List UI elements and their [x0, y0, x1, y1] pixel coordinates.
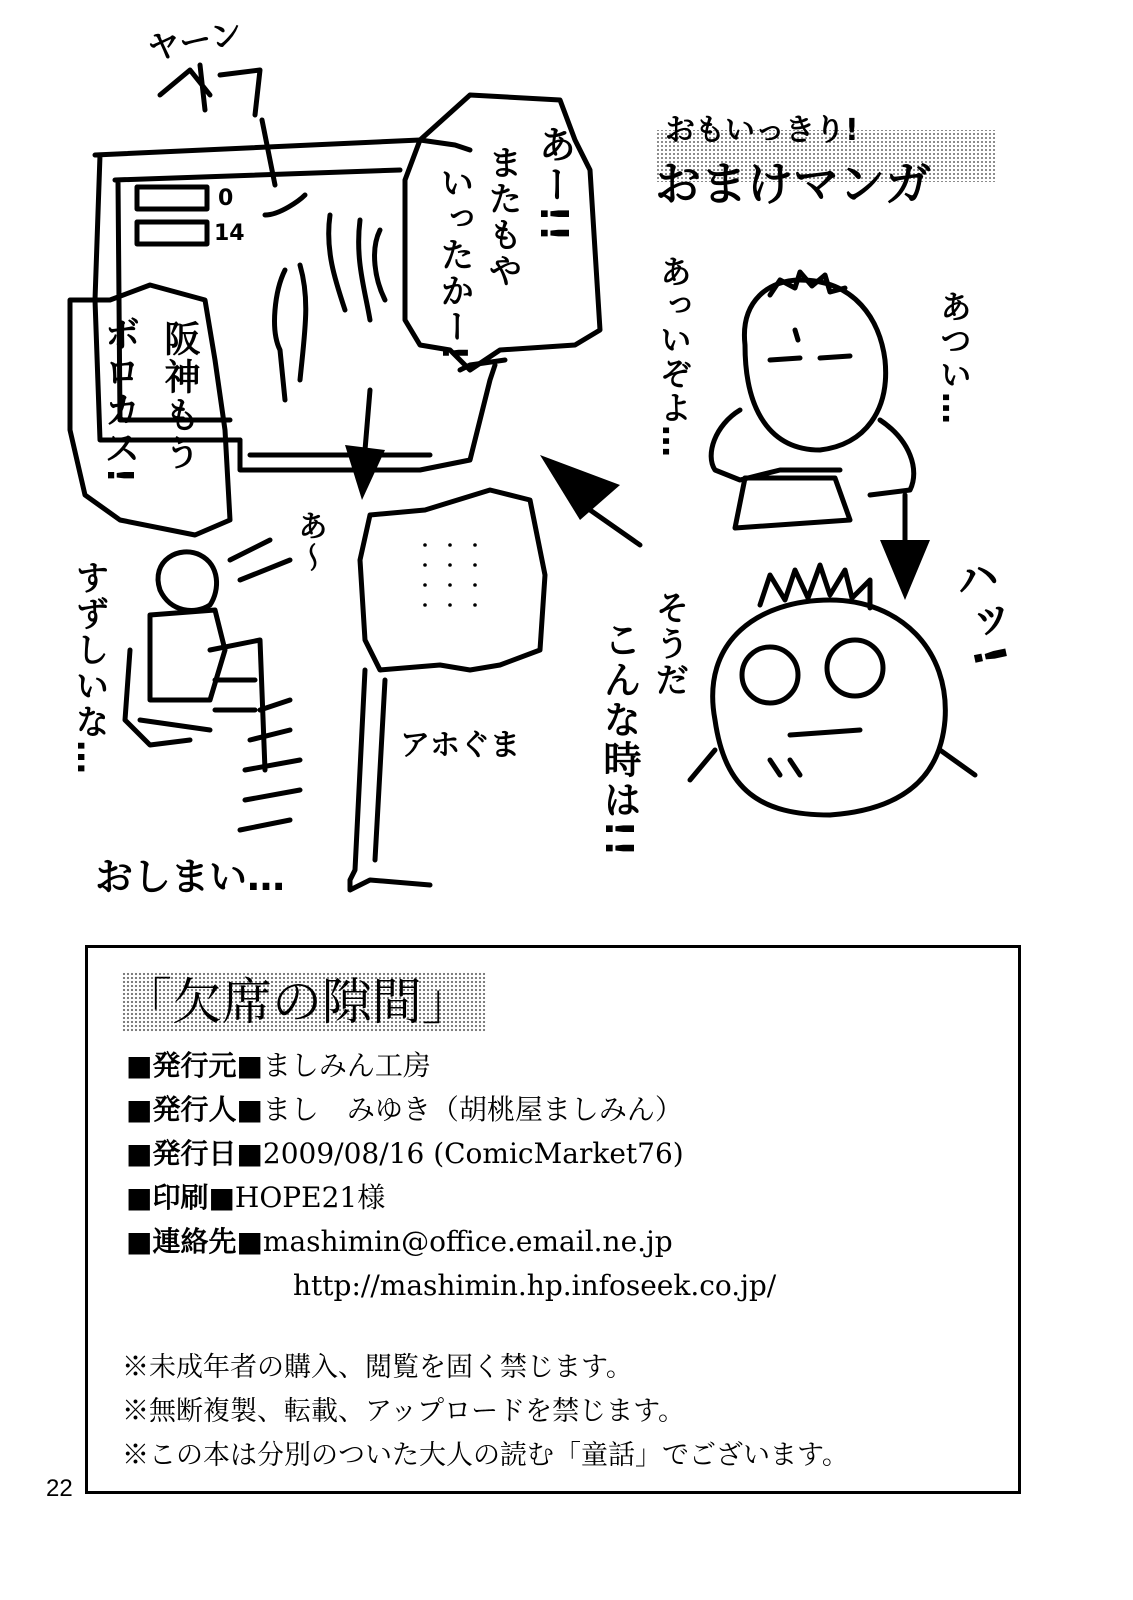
- character-head-top: [744, 280, 885, 450]
- publisher-label: ■発行元■: [126, 1049, 263, 1082]
- printer-label: ■印刷■: [126, 1181, 235, 1214]
- cable-pole-inner: [375, 680, 385, 860]
- cool-text: すずしいな…: [69, 560, 109, 776]
- breeze-lines: [230, 540, 300, 830]
- tv-score-top: 0: [218, 186, 234, 211]
- bubble-boro-text: ボロカス!: [99, 315, 140, 486]
- character-eyes-top: [770, 330, 850, 360]
- contact-email[interactable]: mashimin@office.email.ne.jp: [262, 1225, 673, 1258]
- arrow-down-left: [365, 390, 370, 450]
- big-face-eye-right: [827, 640, 883, 696]
- corner-title: おまけマンガ: [655, 157, 931, 211]
- tv-score-bottom: 14: [214, 221, 245, 246]
- players-sketch: [275, 215, 385, 400]
- desk: [210, 640, 265, 770]
- bubble-aa-text: あー!!: [532, 125, 576, 244]
- colophon-row-date: [126, 1136, 684, 1172]
- date-label: ■発行日■: [126, 1137, 263, 1170]
- ahoguma: アホぐま: [400, 728, 520, 763]
- person-body: [150, 610, 225, 700]
- arrow-down-right-head: [880, 540, 930, 600]
- big-face-mustache: [770, 730, 860, 775]
- colophon-row-publisher: [126, 1048, 431, 1084]
- printer-value: HOPE21様: [234, 1181, 386, 1214]
- issuer-value: まし みゆき（胡桃屋ましみん）: [262, 1093, 683, 1126]
- cable-pole: [350, 670, 430, 890]
- idea-1-text: そうだ: [649, 590, 689, 698]
- tablet: [735, 478, 850, 528]
- colophon-row-printer: [126, 1180, 385, 1216]
- notice-fairytale: ※この本は分別のついた大人の読む「童話」でございます。: [122, 1440, 849, 1471]
- contact-url[interactable]: http://mashimin.hp.infoseek.co.jp/: [293, 1269, 777, 1302]
- publisher-value: ましみん工房: [262, 1049, 431, 1082]
- hot-right-text: あつい…: [935, 290, 973, 426]
- colophon-row-issuer: [126, 1092, 683, 1128]
- ac-dots: [423, 543, 477, 607]
- notice-minors: ※未成年者の購入、閲覧を固く禁じます。: [122, 1352, 633, 1383]
- ac-unit: [360, 490, 545, 670]
- corner-title-top: おもいっきり!: [665, 113, 859, 148]
- ah-text: あ〜: [292, 510, 327, 574]
- bubble-hanshin-text: 阪神もう: [159, 320, 200, 472]
- score-box-bottom: [137, 222, 207, 244]
- notice-copy: ※無断複製、転載、アップロードを禁じます。: [122, 1396, 685, 1427]
- person-head: [158, 552, 217, 611]
- sfx-ha-text: ハッ!: [942, 550, 1017, 674]
- bubble-ittaka-text: いったかー!: [434, 165, 474, 363]
- bubble-mata-text: またもや: [482, 145, 522, 289]
- big-face: [713, 600, 946, 815]
- end-text: おしまい…: [95, 855, 286, 899]
- sfx-yan: ヤーン: [144, 13, 246, 68]
- colophon-row-contact: [126, 1224, 673, 1260]
- contact-label: ■連絡先■: [126, 1225, 263, 1258]
- book-title: 「欠席の隙間」: [122, 972, 486, 1032]
- colophon-box: [85, 945, 1021, 1494]
- date-value: 2009/08/16 (ComicMarket76): [262, 1137, 684, 1170]
- arrow-up-left-head: [540, 455, 620, 520]
- idea-2-text: こんな時は!!: [597, 620, 641, 859]
- big-face-eye-left: [742, 647, 798, 703]
- issuer-label: ■発行人■: [126, 1093, 263, 1126]
- arrow-up-left: [590, 510, 640, 545]
- character-body-top: [711, 410, 914, 495]
- hot-left-text: あっいぞよ…: [655, 255, 693, 459]
- score-box-top: [137, 187, 207, 209]
- page-number: 22: [46, 1475, 73, 1502]
